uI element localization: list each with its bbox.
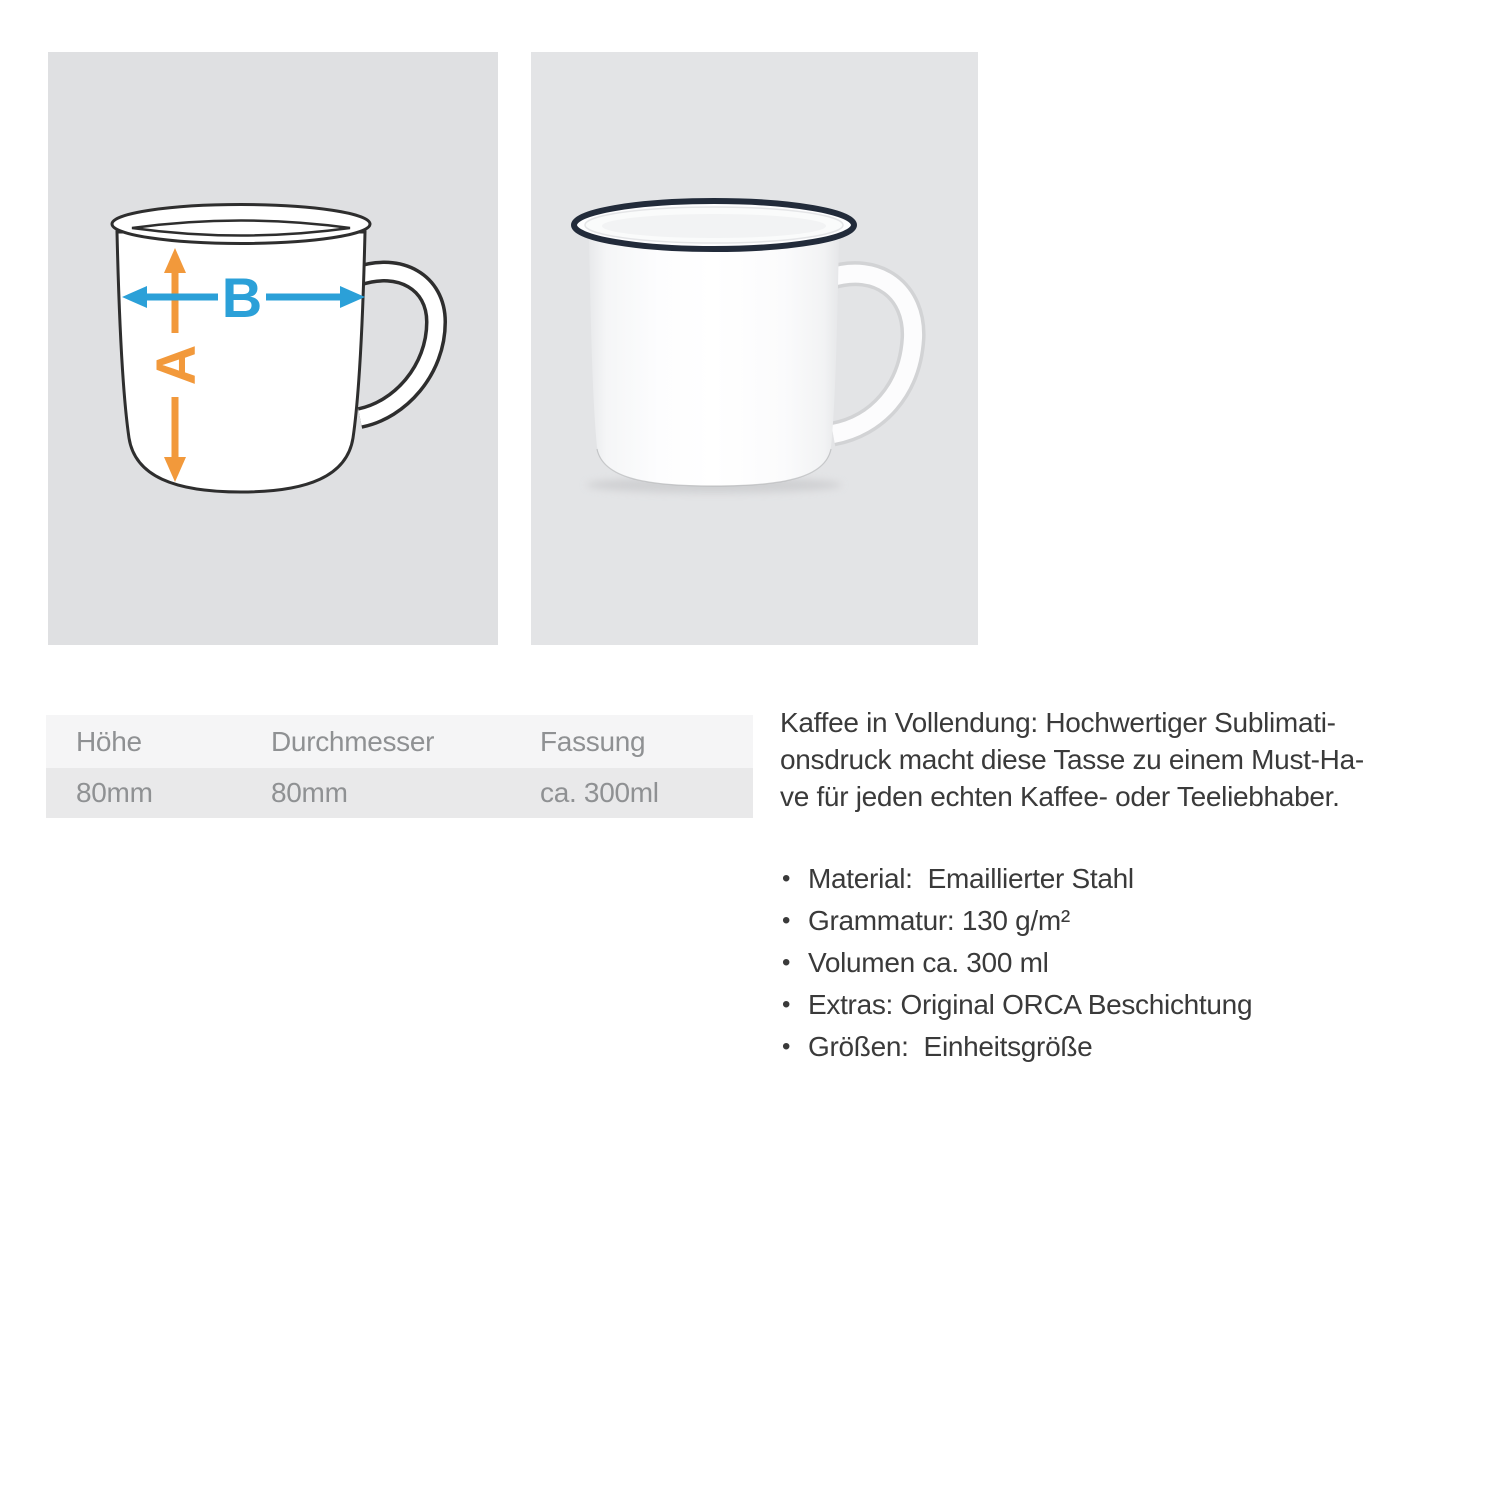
size-table-value-row [46,768,753,818]
feature-item-groessen [780,1026,1480,1068]
mug-photo-panel [531,52,978,645]
feature-text: Material: Emaillierter Stahl [808,863,1134,894]
size-table-header-row [46,715,753,768]
description-line: Kaffee in Vollendung: Hochwertiger Sublimati- [780,707,1336,738]
photo-mug-interior [602,214,826,238]
size-table-value-hoehe: 80mm [76,777,153,808]
feature-text: Größen: Einheitsgröße [808,1031,1093,1062]
bullet-icon: • [782,1033,791,1060]
size-table-value-durchmesser: 80mm [271,777,348,808]
description-paragraph [780,704,1480,815]
size-table-value-fassung: ca. 300ml [540,777,659,808]
size-table-header-fassung: Fassung [540,725,646,757]
description-line: onsdruck macht diese Tasse zu einem Must-Ha- [780,744,1364,775]
feature-text: Extras: Original ORCA Beschichtung [808,989,1253,1020]
photo-mug-body [589,237,839,486]
height-label: A [144,344,207,386]
size-table [46,715,753,818]
description-line: ve für jeden echten Kaffee- oder Teeliebhaber. [780,781,1340,812]
size-table-header-hoehe: Höhe [76,725,142,757]
feature-item-material [780,858,1480,900]
feature-item-grammatur [780,900,1480,942]
mug-dimension-diagram-panel [48,52,498,645]
product-description [780,704,1480,1068]
bullet-icon: • [782,865,791,892]
mug-photo [531,52,978,645]
mug-dimension-diagram [48,52,498,645]
feature-item-volumen [780,942,1480,984]
feature-text: Grammatur: 130 g/m² [808,905,1070,936]
feature-item-extras [780,984,1480,1026]
feature-text: Volumen ca. 300 ml [808,947,1049,978]
bullet-icon: • [782,949,791,976]
bullet-icon: • [782,991,791,1018]
size-table-header-durchmesser: Durchmesser [271,725,435,757]
bullet-icon: • [782,907,791,934]
diameter-label: B [221,266,263,329]
feature-list [780,858,1480,1068]
